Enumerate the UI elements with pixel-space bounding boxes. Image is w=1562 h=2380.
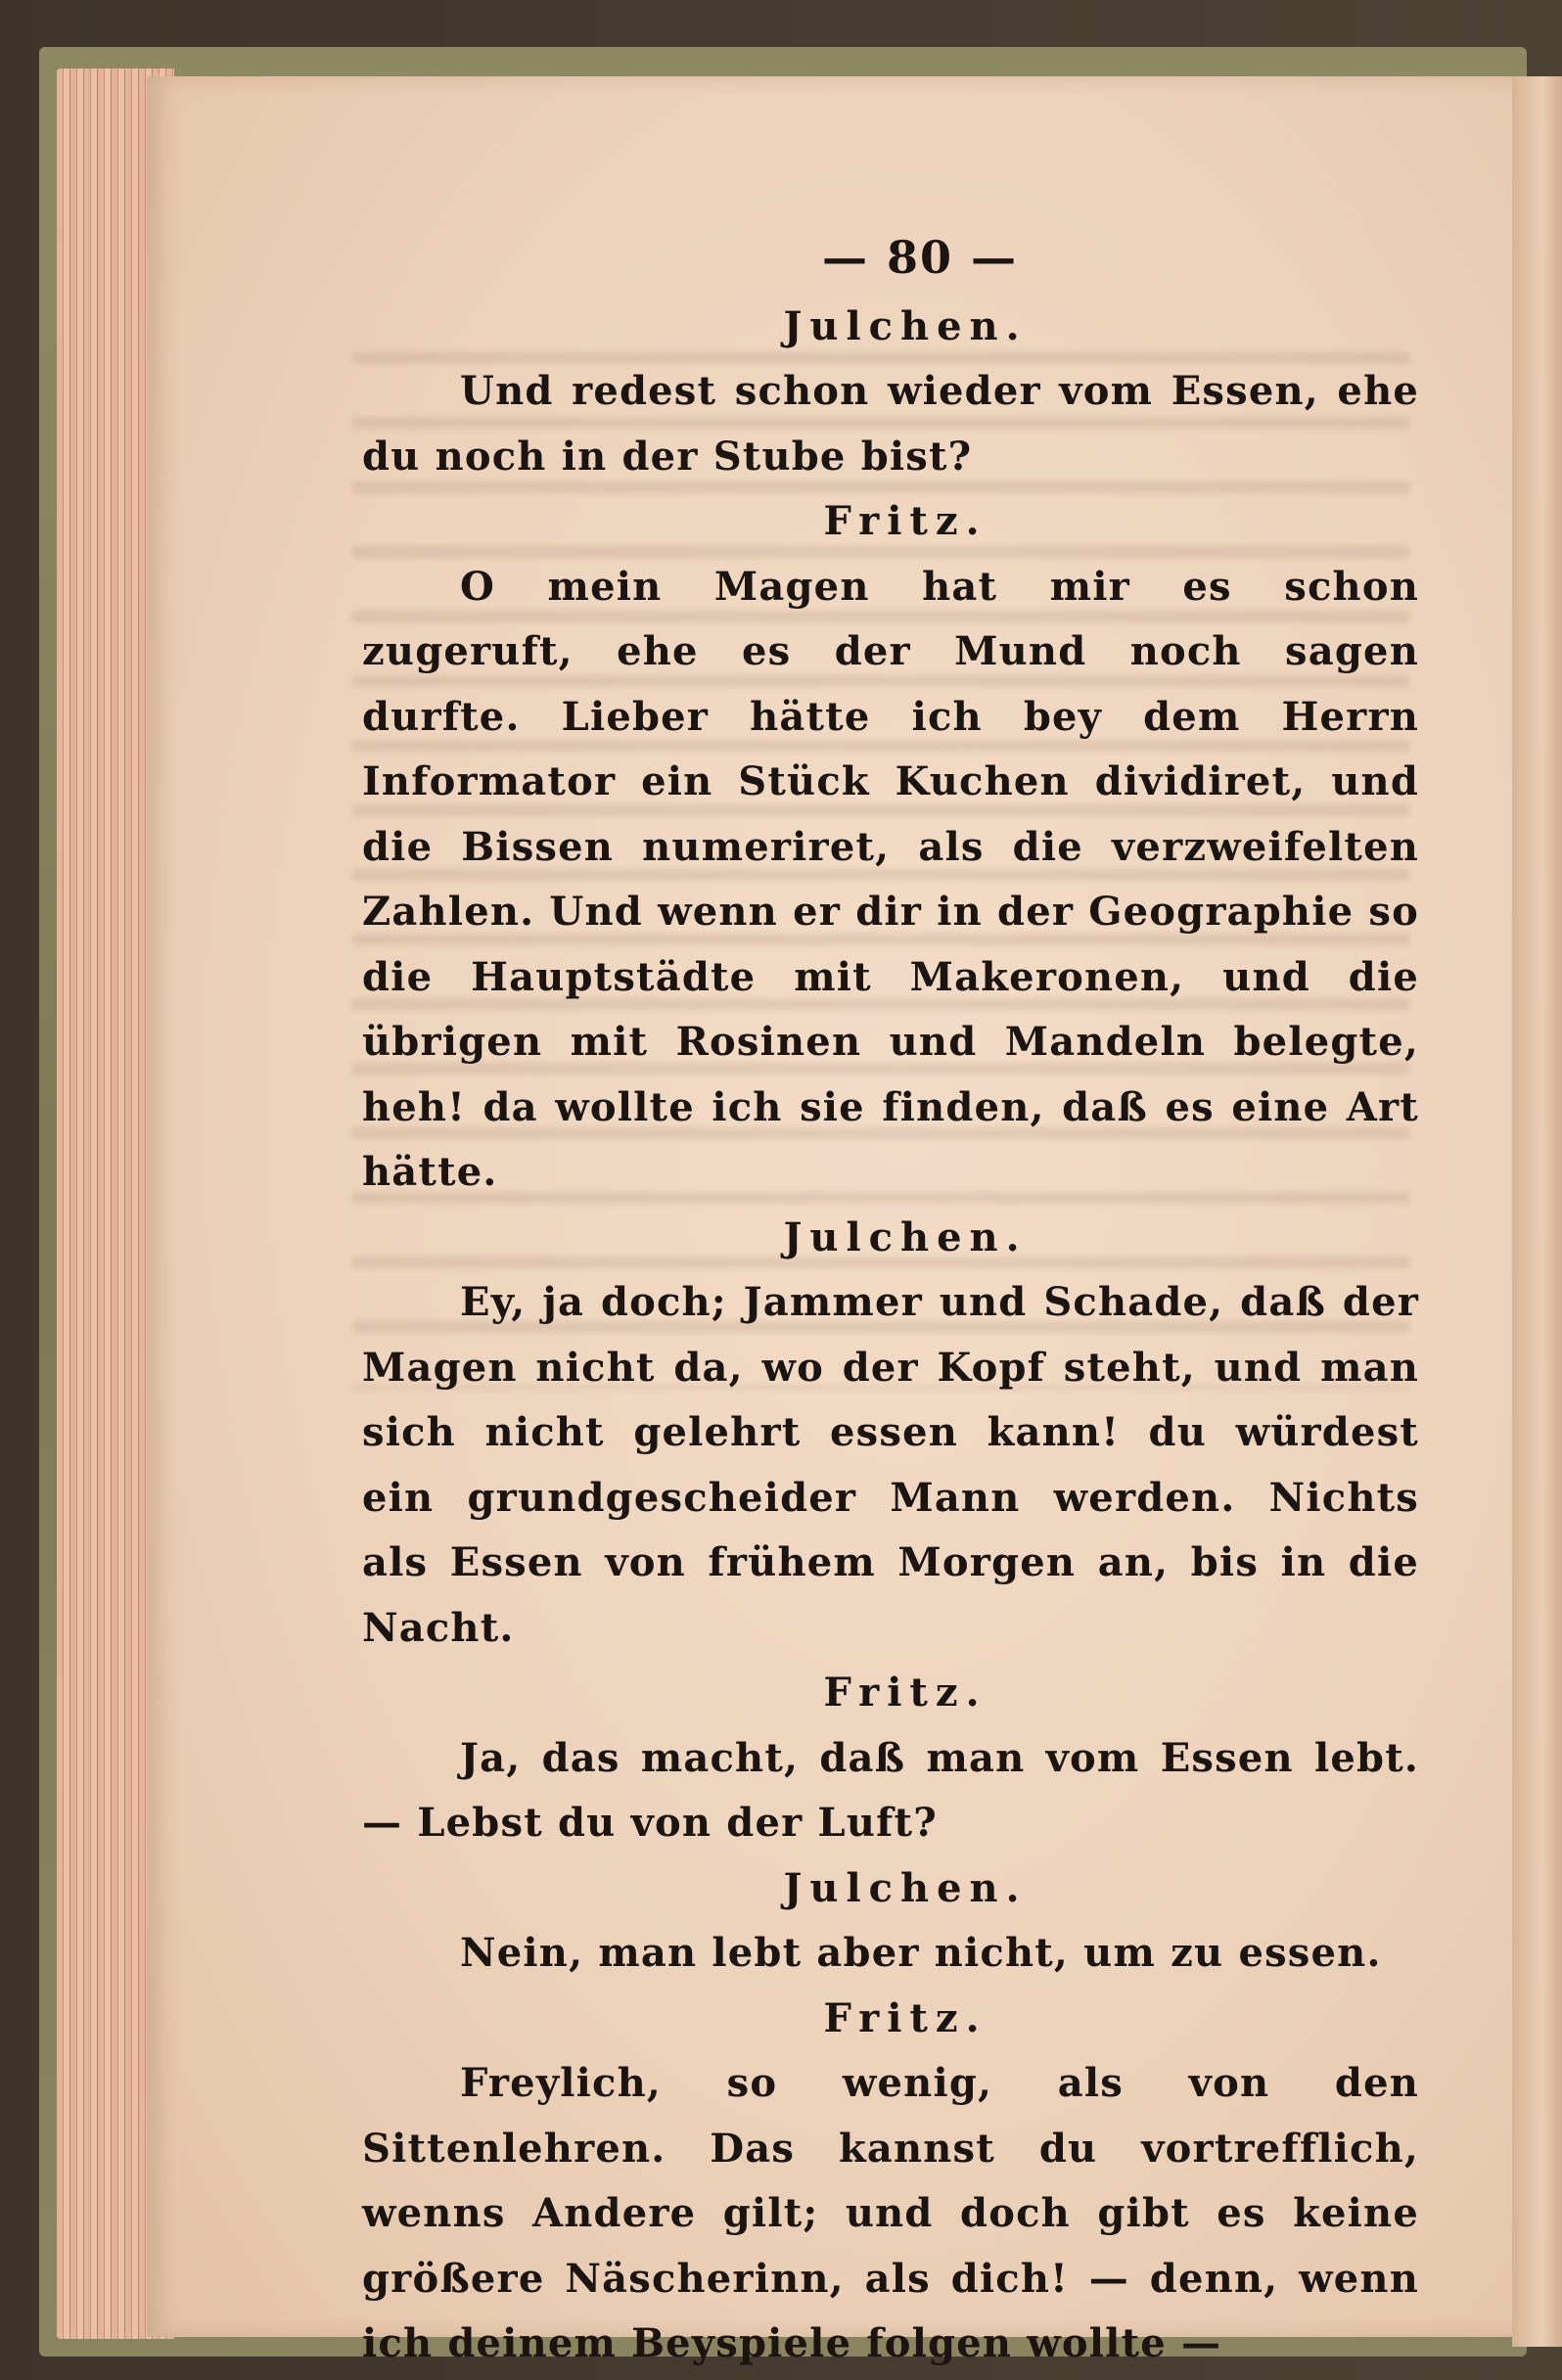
speech-text: Ja, das macht, daß man vom Essen lebt. — Lebst du von der Luft? xyxy=(362,1734,1419,1846)
page-number: — 80 — xyxy=(821,231,1019,284)
next-leaf-edge xyxy=(1512,76,1562,2347)
dialogue-block-4 xyxy=(362,1661,1419,1856)
speech-text: Und redest schon wieder vom Essen, ehe du noch in der Stube bist? xyxy=(362,368,1419,480)
speech-text: Nein, man lebt aber nicht, um zu essen. xyxy=(460,1930,1382,1976)
dialogue-block-1 xyxy=(362,295,1419,490)
speech-text: Ey, ja doch; Jammer und Schade, daß der Magen nicht da, wo der Kopf steht, und man sich nicht gelehrt essen kann! du würdest ein grundgescheider Mann werden. Nichts als Essen von frühem Morgen an, bis in die Nacht. xyxy=(362,1279,1419,1651)
dialogue-block-2 xyxy=(362,489,1419,1206)
speaker-label: Julchen. xyxy=(783,1864,1028,1911)
dialogue-block-5 xyxy=(362,1856,1419,1987)
speaker-label: Fritz. xyxy=(823,498,988,544)
dialogue-block-3 xyxy=(362,1206,1419,1662)
dialogue-block-6 xyxy=(362,1987,1419,2377)
speaker-label: Fritz. xyxy=(823,1994,988,2041)
speech-text: Freylich, so wenig, als von den Sittenlehren. Das kannst du vortrefflich, wenns Andere gilt; und doch gibt es keine größere Näscherinn, als dich! — denn, wenn ich deinem Beyspiele folgen wollte — xyxy=(362,2060,1419,2366)
speaker-label: Fritz. xyxy=(823,1670,988,1716)
speaker-label: Julchen. xyxy=(783,302,1028,349)
speaker-label: Julchen. xyxy=(783,1213,1028,1260)
page-text xyxy=(362,225,1419,2377)
speech-text: O mein Magen hat mir es schon zugeruft, ehe es der Mund noch sagen durfte. Lieber hätte ich bey dem Herrn Informator ein Stück Kuchen dividiret, und die Bissen numeriret, als die verzweifelten Zahlen. Und wenn er dir in der Geographie so die Hauptstädte mit Makeronen, und die übrigen mit Rosinen und Mandeln belegte, heh! da wollte ich sie finden, daß es eine Art hätte. xyxy=(362,563,1419,1195)
